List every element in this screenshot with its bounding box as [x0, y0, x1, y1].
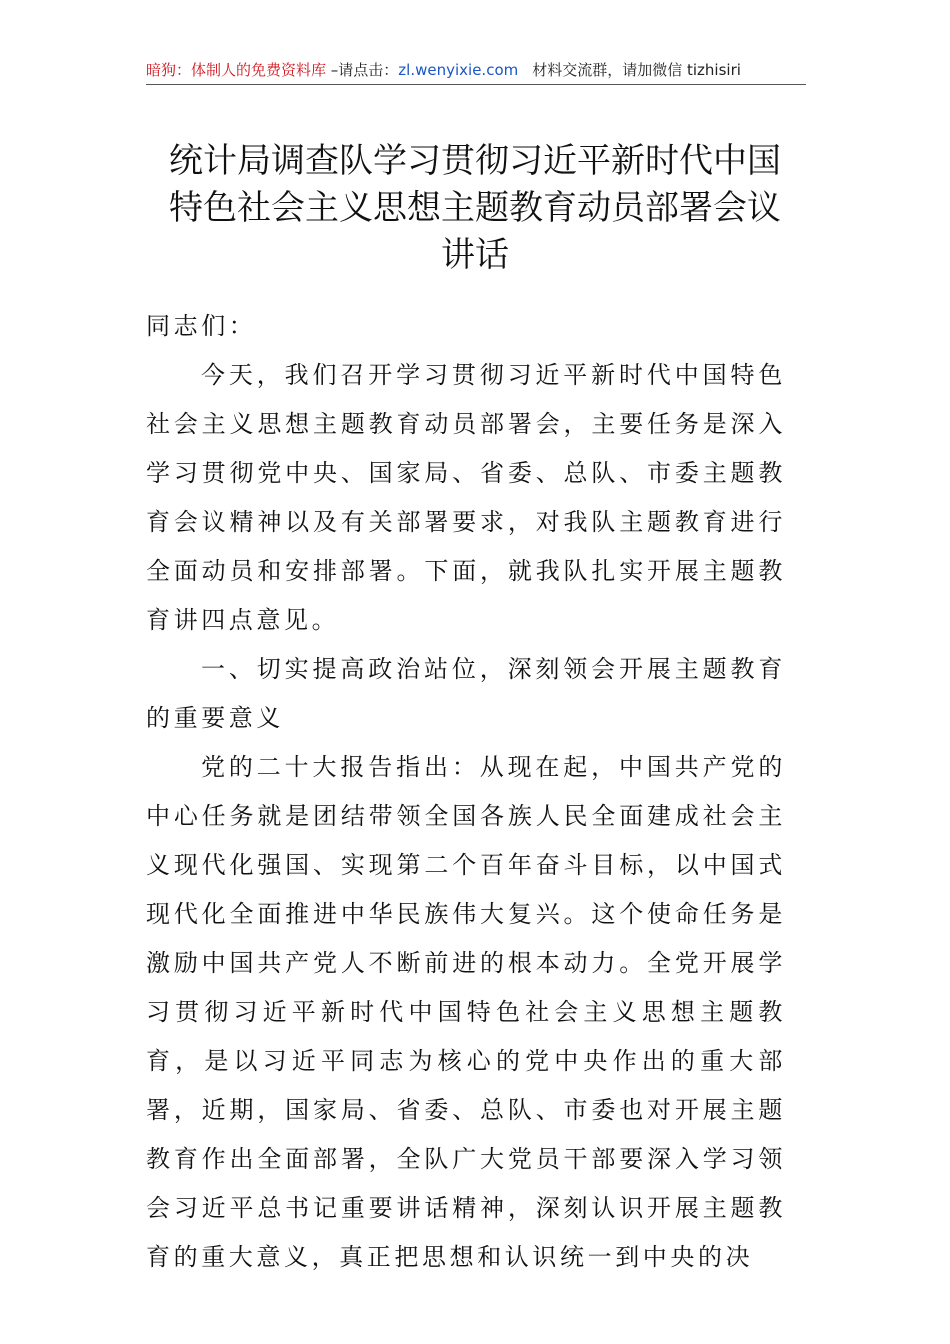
header-prompt: –请点击： — [326, 61, 399, 79]
paragraph-opening: 今天，我们召开学习贯彻习近平新时代中国特色社会主义思想主题教育动员部署会，主要任务是深入学习贯彻党中央、国家局、省委、总队、市委主题教育会议精神以及有关部署要求，对我队主题教育进行全面动员和安排部署。下面，就我队扎实开展主题教育讲四点意见。 — [146, 361, 786, 634]
title-line-1: 统计局调查队学习贯彻习近平新时代中国 — [169, 141, 781, 181]
header-link[interactable]: zl.wenyixie.com — [398, 61, 519, 79]
paragraph-section-1: 党的二十大报告指出：从现在起，中国共产党的中心任务就是团结带领全国各族人民全面建成社会主义现代化强国、实现第二个百年奋斗目标，以中国式现代化全面推进中华民族伟大复兴。这个使命任务是激励中国共产党人不断前进的根本动力。全党开展学习贯彻习近平新时代中国特色社会主义思想主题教育，是以习近平同志为核心的党中央作出的重大部署，近期，国家局、省委、总队、市委也对开展主题教育作出全面部署，全队广大党员干部要深入学习领会习近平总书记重要讲话精神，深刻认识开展主题教育的重大意义，真正把思想和认识统一到中央的决 — [146, 753, 786, 1271]
title-line-3: 讲话 — [441, 235, 509, 275]
header-contact: 材料交流群，请加微信 tizhisiri — [532, 61, 741, 79]
page-header — [146, 58, 806, 82]
document-title — [120, 138, 830, 279]
header-brand: 暗狗：体制人的免费资料库 — [146, 61, 327, 79]
title-line-2: 特色社会主义思想主题教育动员部署会议 — [169, 188, 781, 228]
section-heading-1: 一、切实提高政治站位，深刻领会开展主题教育的重要意义 — [146, 655, 786, 732]
document-body — [146, 302, 786, 1282]
salutation: 同志们： — [146, 312, 257, 340]
header-divider — [146, 84, 806, 85]
